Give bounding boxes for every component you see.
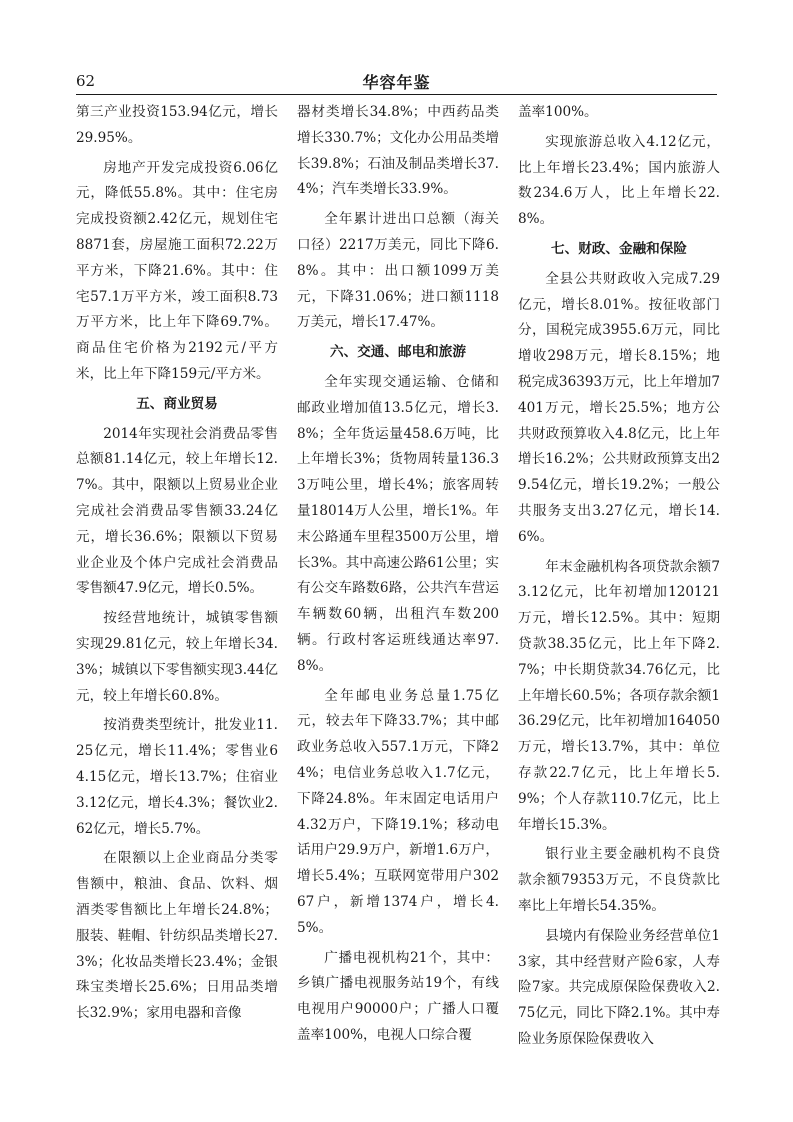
section-heading: 七、财政、金融和保险: [551, 240, 687, 257]
section-heading: 五、商业贸易: [136, 395, 218, 412]
paragraph: 县境内有保险业务经营单位13家，其中经营财产险6家，人寿险7家。共完成原保险保费收入2.75亿元，同比下降2.1%。其中寿险业务原保险保费收入: [518, 927, 720, 1047]
text-column-2: [297, 100, 499, 1053]
paragraph: 广播电视机构21个，其中：乡镇广播电视服务站19个，有线电视用户90000户；广播人口覆盖率100%，电视人口综合覆: [297, 949, 499, 1043]
section-heading: 六、交通、邮电和旅游: [330, 344, 466, 361]
header-rule: [76, 94, 717, 95]
paragraph: 实现旅游总收入4.12亿元，比上年增长23.4%；国内旅游人数234.6万人，比上年增长22.8%。: [518, 133, 720, 228]
page-title: 华容年鉴: [362, 73, 431, 92]
paragraph: 第三产业投资153.94亿元，增长29.95%。: [76, 104, 278, 146]
paragraph: 按消费类型统计，批发业11.25亿元，增长11.4%；零售业64.15亿元，增长13.7%；住宿业3.12亿元，增长4.3%；餐饮业2.62亿元，增长5.7%。: [76, 717, 278, 837]
paragraph: 银行业主要金融机构不良贷款余额79353万元，不良贷款比率比上年增长54.35%。: [518, 846, 720, 914]
paragraph: 全年实现交通运输、仓储和邮政业增加值13.5亿元，增长3.8%；全年货运量458.6万吨，比上年增长3%；货物周转量136.33万吨公里，增长4%；旅客周转量18014万人公里，增长1%。年末公路通车里程3500万公里，增长3%。其中高速公路61公里；实有公交车路数6路，公共汽车营运车辆数60辆，出租汽车数200辆。行政村客运班线通达率97.8%。: [297, 373, 499, 674]
paragraph: 房地产开发完成投资6.06亿元，降低55.8%。其中：住宅房完成投资额2.42亿元，规划住宅8871套，房屋施工面积72.22万平方米，下降21.6%。其中：住宅57.1万平方米，竣工面积8.73万平方米，比上年下降69.7%。商品住宅价格为2192元/平方米，比上年下降159元/平方米。: [76, 159, 278, 382]
page-number: 62: [76, 72, 96, 90]
paragraph: 年末金融机构各项贷款余额73.12亿元，比年初增加120121万元，增长12.5%。其中：短期贷款38.35亿元，比上年下降2.7%；中长期贷款34.76亿元，比上年增长60.5%；各项存款余额136.29亿元，比年初增加164050万元，增长13.7%，其中：单位存款22.7亿元，比上年增长5.9%；个人存款110.7亿元，比上年增长15.3%。: [518, 558, 720, 833]
page-header: [76, 64, 717, 94]
paragraph: 按经营地统计，城镇零售额实现29.81亿元，较上年增长34.3%；城镇以下零售额实现3.44亿元，较上年增长60.8%。: [76, 610, 278, 704]
paragraph: 全县公共财政收入完成7.29亿元，增长8.01%。按征收部门分，国税完成3955.6万元，同比增收298万元，增长8.15%；地税完成36393万元，比上年增加7401万元，增长25.5%；地方公共财政预算收入4.8亿元，比上年增长16.2%；公共财政预算支出29.54亿元，增长19.2%；一般公共服务支出3.27亿元，增长14.6%。: [518, 270, 720, 545]
paragraph: 盖率100%。: [518, 104, 598, 120]
paragraph: 全年邮电业务总量1.75亿元，较去年下降33.7%；其中邮政业务总收入557.1万元，下降24%；电信业务总收入1.7亿元，下降24.8%。年末固定电话用户4.32万户，下降19.1%；移动电话用户29.9万户，新增1.6万户，增长5.4%；互联网宽带用户30267户，新增1374户，增长4.5%。: [297, 687, 499, 936]
text-column-3: [518, 100, 720, 1057]
text-column-1: [76, 100, 278, 1031]
paragraph: 全年累计进出口总额（海关口径）2217万美元，同比下降6.8%。其中：出口额1099万美元，下降31.06%；进口额1118万美元，增长17.47%。: [297, 211, 499, 331]
paragraph: 在限额以上企业商品分类零售额中，粮油、食品、饮料、烟酒类零售额比上年增长24.8%；服装、鞋帽、针纺织品类增长27.3%；化妆品类增长23.4%；金银珠宝类增长25.6%；日用品类增长32.9%；家用电器和音像: [76, 850, 278, 1022]
paragraph: 2014年实现社会消费品零售总额81.14亿元，较上年增长12.7%。其中，限额以上贸易业企业完成社会消费品零售额33.24亿元，增长36.6%；限额以下贸易业企业及个体户完成社会消费品零售额47.9亿元，增长0.5%。: [76, 425, 278, 597]
paragraph: 器材类增长34.8%；中西药品类增长330.7%；文化办公用品类增长39.8%；石油及制品类增长37.4%；汽车类增长33.9%。: [297, 104, 499, 198]
